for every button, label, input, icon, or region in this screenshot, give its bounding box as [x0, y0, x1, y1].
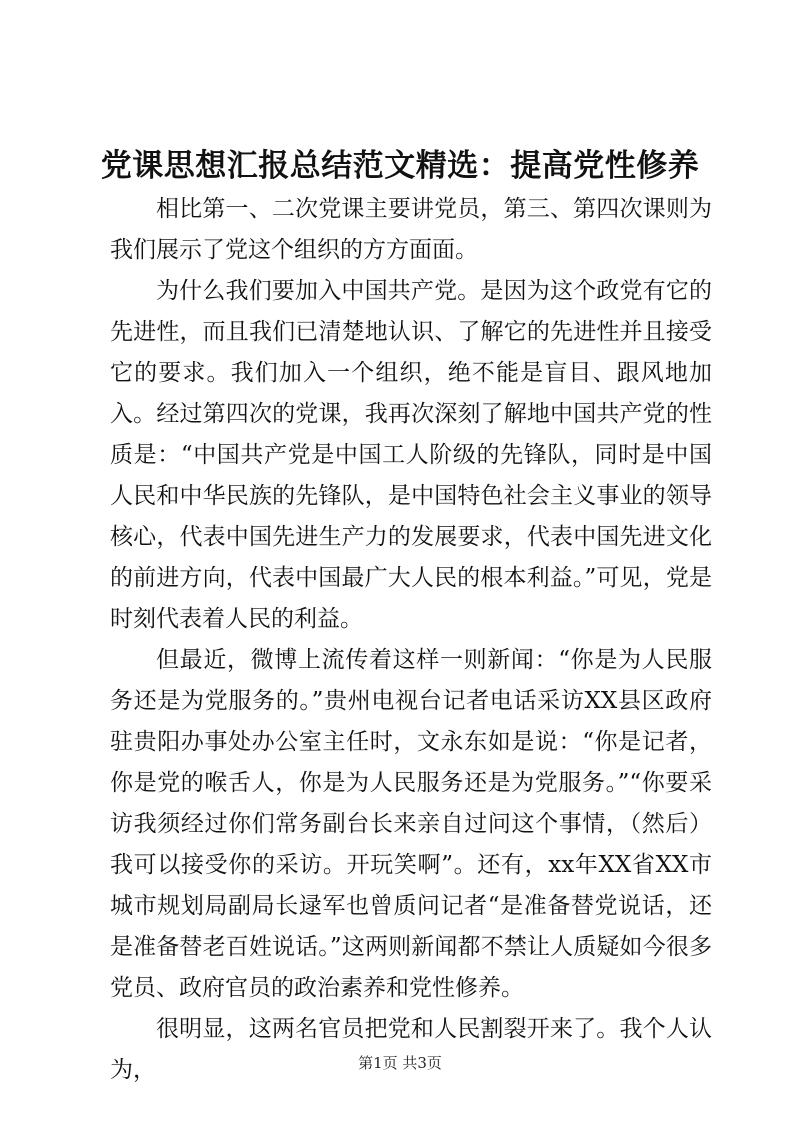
page-footer: 第1页 共3页: [358, 1054, 442, 1072]
paragraph-2: 为什么我们要加入中国共产党。是因为这个政党有它的先进性，而且我们已清楚地认识、了解它的先进性并且接受它的要求。我们加入一个组织，绝不能是盲目、跟风地加入。经过第四次的党课，我再次深刻了解地中国共产党的性质是：“中国共产党是中国工人阶级的先锋队，同时是中国人民和中华民族的先锋队，是中国特色社会主义事业的领导核心，代表中国先进生产力的发展要求，代表中国先进文化的前进方向，代表中国最广大人民的根本利益。”可见，党是时刻代表着人民的利益。: [110, 278, 712, 632]
page-title: 党课思想汇报总结范文精选：提高党性修养: [100, 148, 700, 184]
paragraph-4: 很明显，这两名官员把党和人民割裂开来了。我个人认为，: [110, 1016, 712, 1083]
paragraph-3: 但最近，微博上流传着这样一则新闻：“你是为人民服务还是为党服务的。”贵州电视台记者电话采访XX县区政府驻贵阳办事处办公室主任时，文永东如是说：“你是记者，你是党的喉舌人，你是为人民服务还是为党服务。”“你要采访我须经过你们常务副台长来亲自过问这个事情，（然后）我可以接受你的采访。开玩笑啊”。还有，xx年XX省XX市城市规划局副局长逯军也曾质问记者“是准备替党说话，还是准备替老百姓说话。”这两则新闻都不禁让人质疑如今很多党员、政府官员的政治素养和党性修养。: [110, 647, 712, 1001]
document-body: [110, 189, 712, 1091]
paragraph-1: 相比第一、二次党课主要讲党员，第三、第四次课则为我们展示了党这个组织的方方面面。: [110, 196, 712, 263]
